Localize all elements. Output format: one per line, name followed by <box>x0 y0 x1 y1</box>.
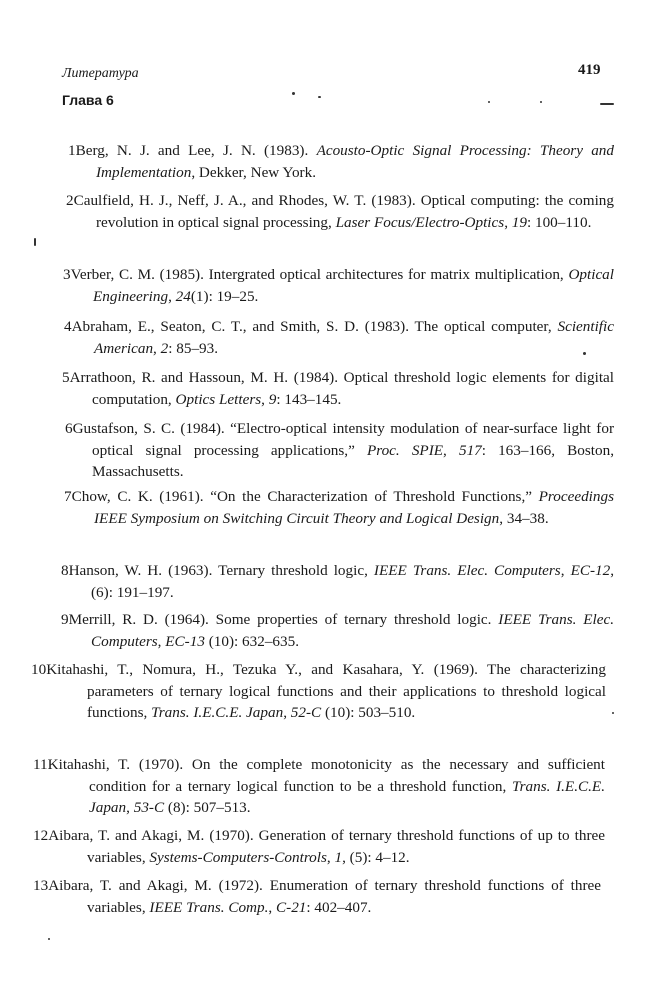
reference-italic-text: EC-13 <box>165 632 205 650</box>
reference-italic-text: 24 <box>175 287 191 305</box>
reference-text: : 143–145. <box>276 390 342 408</box>
reference-text: : 85–93. <box>168 339 219 357</box>
reference-number: 6 <box>65 420 73 437</box>
reference-text: , <box>268 898 276 916</box>
reference-italic-text: Laser Focus/Electro-Optics <box>335 213 505 231</box>
reference-entry <box>33 754 605 819</box>
reference-text: Hanson, W. H. (1963). Ternary threshold logic, <box>68 562 374 579</box>
reference-number: 12 <box>33 827 49 844</box>
reference-text: Merrill, R. D. (1964). Some properties of ternary threshold logic. <box>68 611 499 628</box>
reference-italic-text: C-21 <box>276 898 307 916</box>
chapter-label: Глава 6 <box>62 92 114 108</box>
reference-italic-text: IEEE Trans. Comp. <box>149 898 269 916</box>
reference-text: : 100–110. <box>526 213 592 231</box>
reference-text: Aibara, T. and Akagi, M. (1972). Enumeration of ternary threshold functions of three variables, <box>48 877 601 916</box>
reference-text: Berg, N. J. and Lee, J. N. (1983). <box>75 142 317 159</box>
reference-italic-text: 52-C <box>290 704 322 721</box>
reference-entry <box>33 825 605 868</box>
reference-italic-text: Optics Letters <box>175 390 262 408</box>
reference-italic-text: Trans. I.E.C.E. Japan <box>89 777 605 816</box>
reference-number: 11 <box>33 756 48 773</box>
reference-text: : 163–166, Boston, Massachusetts. <box>92 441 614 480</box>
reference-number: 4 <box>64 318 72 335</box>
reference-text: , <box>157 632 166 650</box>
reference-entry <box>64 316 614 359</box>
reference-text: Chow, C. K. (1961). “On the Characterization of Threshold Functions,” <box>71 488 539 505</box>
reference-number: 9 <box>61 611 69 628</box>
reference-text: (1): 19–25. <box>190 287 259 305</box>
reference-number: 7 <box>64 488 72 505</box>
reference-text: , <box>443 441 459 459</box>
reference-text: Gustafson, S. C. (1984). “Electro-optical intensity modulation of near-surface light for optical signal processing applications,” <box>72 420 614 459</box>
reference-entry <box>68 140 614 183</box>
reference-text: Caulfield, H. J., Neff, J. A., and Rhodes, W. T. (1983). Optical computing: the coming revolution in optical signal processing, <box>73 192 614 231</box>
reference-number: 2 <box>66 192 74 209</box>
reference-text: Aibara, T. and Akagi, M. (1970). Generation of ternary threshold functions of up to three variables, <box>48 827 605 866</box>
reference-italic-text: Proceedings IEEE Symposium on Switching Circuit Theory and Logical Design <box>94 488 614 527</box>
reference-italic-text: Optical Engineering <box>93 266 614 305</box>
reference-text: , <box>261 390 269 408</box>
reference-text: Abraham, E., Seaton, C. T., and Smith, S. D. (1983). The optical computer, <box>71 318 558 335</box>
reference-entry <box>62 367 614 410</box>
reference-text: , Dekker, New York. <box>191 163 316 181</box>
reference-italic-text: Systems-Computers-Controls <box>149 848 327 866</box>
reference-italic-text: 53-C <box>133 799 165 816</box>
running-head: Литература <box>62 66 139 81</box>
reference-text: , <box>126 799 134 816</box>
reference-text: , <box>283 704 291 721</box>
reference-text: , (6): 191–197. <box>91 562 615 601</box>
reference-text: (10): 503–510. <box>321 704 416 721</box>
reference-text: , <box>560 562 571 579</box>
reference-entry <box>63 264 614 307</box>
reference-entry <box>66 190 614 233</box>
page-number: 419 <box>578 62 601 78</box>
reference-text: Arrathoon, R. and Hassoun, M. H. (1984). Optical threshold logic elements for digital computation, <box>69 369 614 408</box>
reference-text: (8): 507–513. <box>164 799 251 816</box>
reference-italic-text: Trans. I.E.C.E. Japan <box>151 704 284 721</box>
reference-number: 10 <box>31 661 47 678</box>
reference-text: Kitahashi, T., Nomura, H., Tezuka Y., and Kasahara, Y. (1969). The characterizing parameters of ternary logical functions and their applications to threshold logical functions, <box>46 661 606 721</box>
reference-text: Kitahashi, T. (1970). On the complete monotonicity as the necessary and sufficient condition for a ternary logical function to be a threshold function, <box>47 756 605 795</box>
reference-italic-text: 517 <box>458 441 482 459</box>
reference-italic-text: IEEE Trans. Elec. Computers <box>373 562 561 579</box>
reference-entry <box>64 486 614 529</box>
reference-italic-text: Acousto-Optic Signal Processing: Theory and Implementation <box>96 142 614 181</box>
reference-text: : 402–407. <box>306 898 372 916</box>
reference-text: , (5): 4–12. <box>342 848 410 866</box>
reference-italic-text: EC-12 <box>570 562 611 579</box>
reference-text: , <box>504 213 512 231</box>
reference-number: 13 <box>33 877 49 894</box>
reference-italic-text: Proc. SPIE <box>366 441 444 459</box>
reference-entry <box>65 418 614 483</box>
reference-entry <box>33 875 601 918</box>
reference-italic-text: IEEE Trans. Elec. Computers <box>91 611 615 650</box>
reference-text: (10): 632–635. <box>204 632 299 650</box>
reference-entry <box>31 659 606 724</box>
reference-text: Verber, C. M. (1985). Intergrated optical architectures for matrix multiplication, <box>70 266 569 283</box>
reference-text: , <box>326 848 335 866</box>
reference-number: 5 <box>62 369 70 386</box>
reference-italic-text: 9 <box>268 390 277 408</box>
reference-text: , <box>153 339 161 357</box>
reference-italic-text: Scientific American <box>94 318 614 357</box>
reference-italic-text: 2 <box>160 339 169 357</box>
reference-italic-text: 1 <box>334 848 343 866</box>
reference-text: , <box>168 287 176 305</box>
reference-text: , 34–38. <box>499 509 549 527</box>
reference-number: 8 <box>61 562 69 579</box>
reference-entry <box>61 560 615 603</box>
reference-entry <box>61 609 615 652</box>
reference-italic-text: 19 <box>511 213 527 231</box>
reference-number: 3 <box>63 266 71 283</box>
reference-number: 1 <box>68 142 76 159</box>
